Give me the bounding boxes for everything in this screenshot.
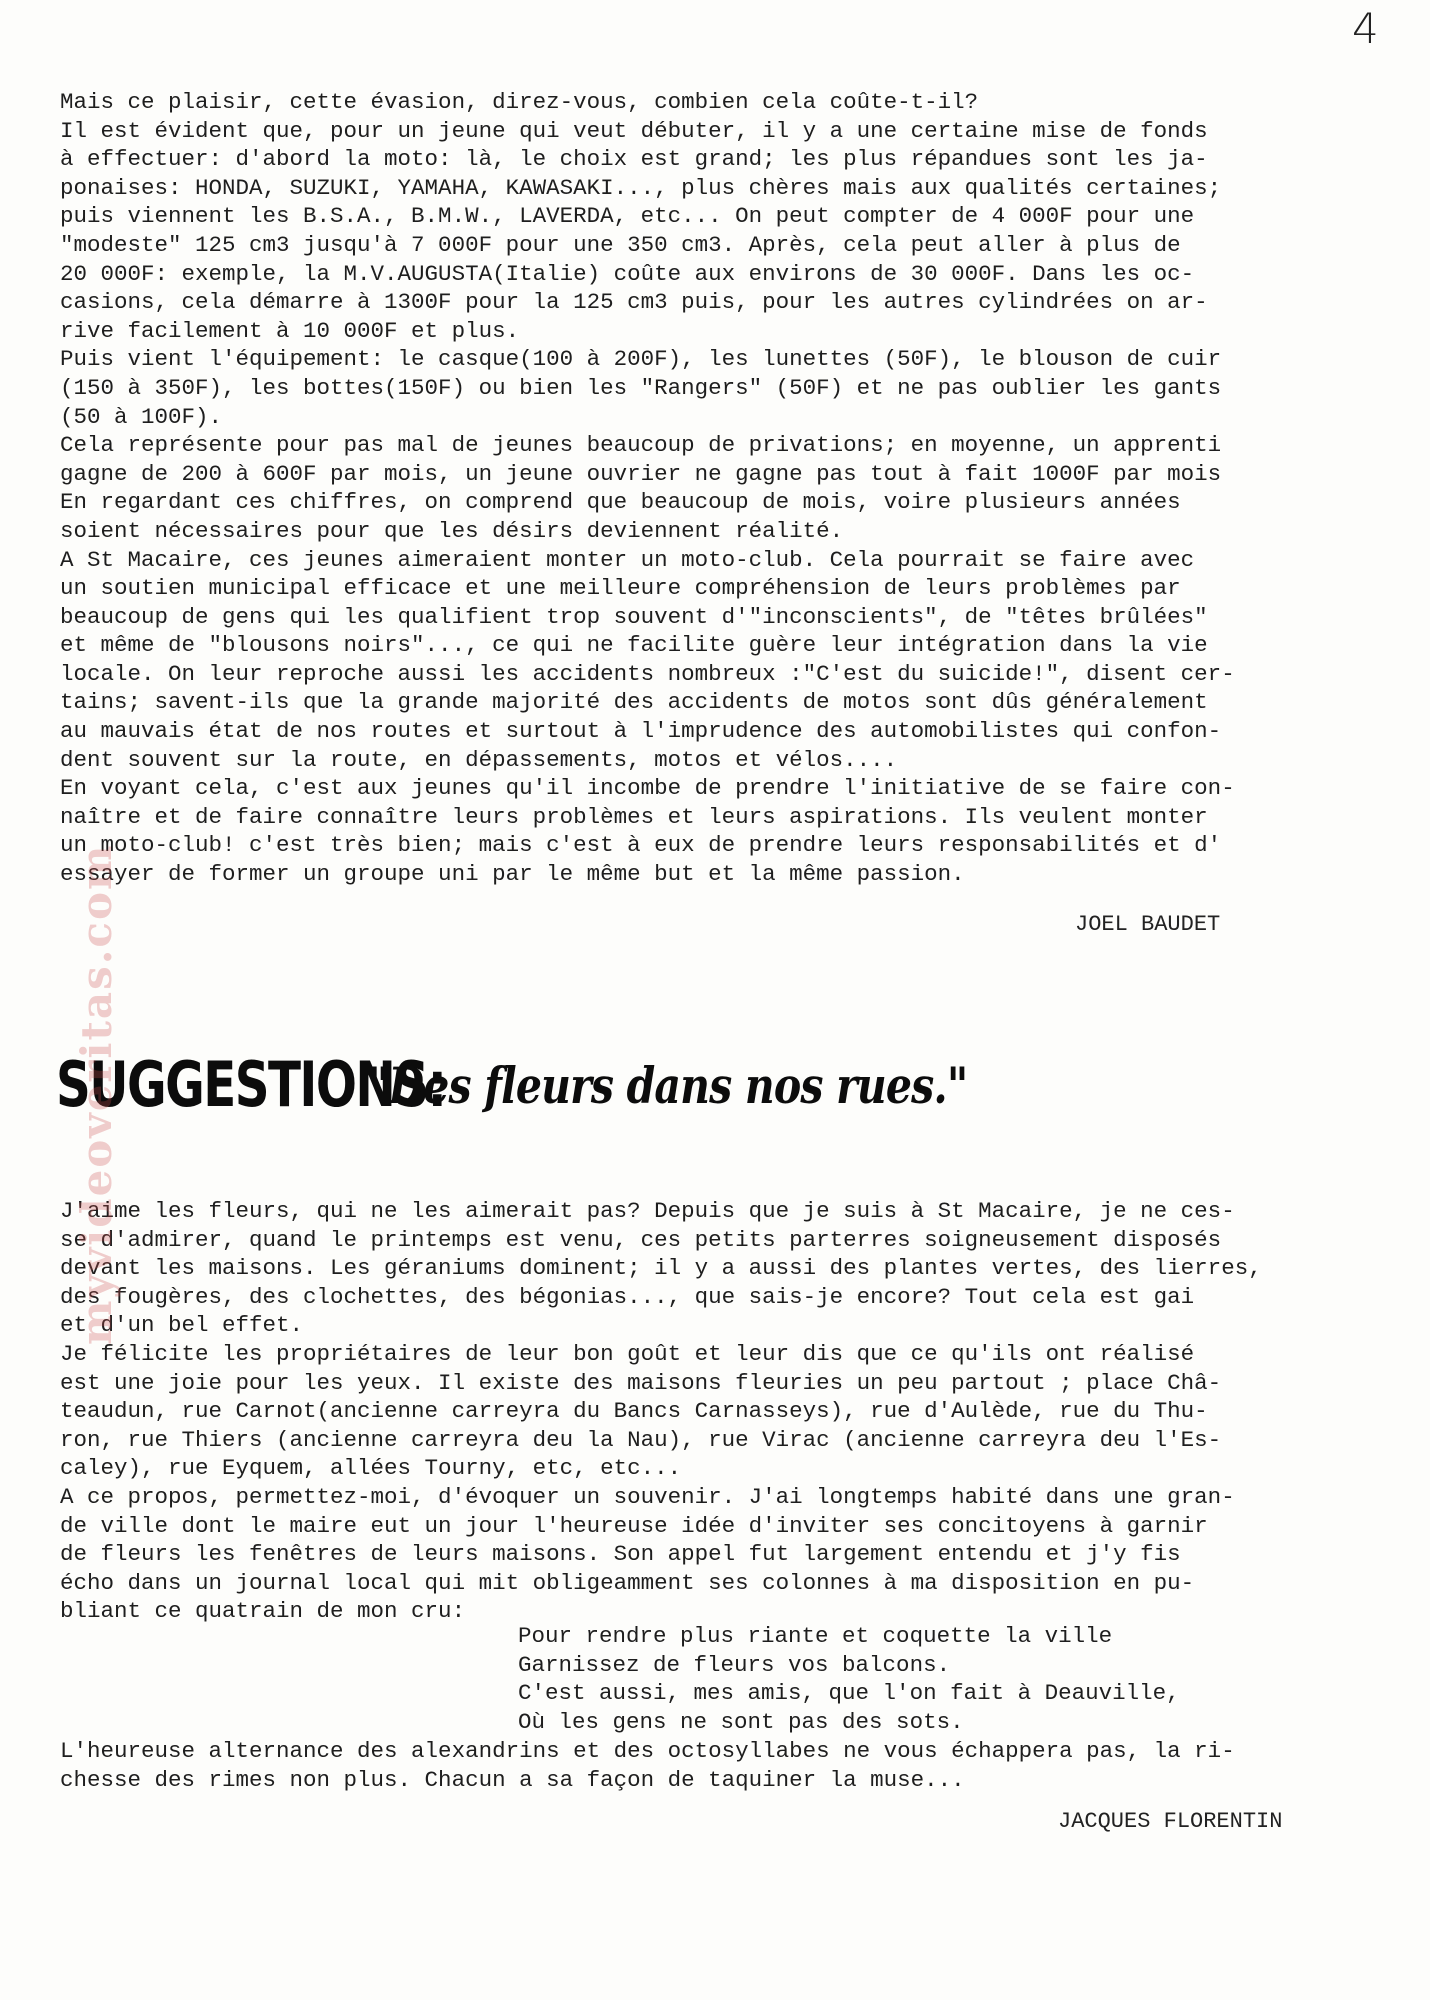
text-line: teaudun, rue Carnot(ancienne carreyra du Bancs Carnasseys), rue d'Aulède, rue du Thu- — [60, 1398, 1208, 1425]
text-line: Cela représente pour pas mal de jeunes beaucoup de privations; en moyenne, un apprenti — [60, 432, 1222, 459]
poem-line: C'est aussi, mes amis, que l'on fait à Deauville, — [518, 1680, 1180, 1707]
text-line: devant les maisons. Les géraniums dominent; il y a aussi des plantes vertes, des lierres, — [60, 1255, 1262, 1282]
text-line: se d'admirer, quand le printemps est venu, ces petits parterres soigneusement disposés — [60, 1226, 1222, 1253]
text-line: un moto-club! c'est très bien; mais c'est à eux de prendre leurs responsabilités et d' — [60, 832, 1222, 859]
text-line: J'aime les fleurs, qui ne les aimerait pas? Depuis que je suis à St Macaire, je ne ces- — [60, 1198, 1235, 1224]
text-line: et d'un bel effet. — [60, 1312, 304, 1339]
author-signature: JOEL BAUDET — [1075, 912, 1221, 937]
text-line: bliant ce quatrain de mon cru: — [60, 1598, 466, 1625]
text-line: casions, cela démarre à 1300F pour la 125 cm3 puis, pour les autres cylindrées on ar- — [60, 289, 1208, 316]
text-line: beaucoup de gens qui les qualifient trop souvent d'"inconscients", de "têtes brûlées" — [60, 603, 1208, 630]
poem-line: Où les gens ne sont pas des sots. — [518, 1708, 964, 1735]
article-fleurs — [60, 1197, 1410, 1626]
text-line: En regardant ces chiffres, on comprend que beaucoup de mois, voire plusieurs années — [60, 489, 1181, 516]
text-line: "modeste" 125 cm3 jusqu'à 7 000F pour une 350 cm3. Après, cela peut aller à plus de — [60, 231, 1181, 258]
text-line: est une joie pour les yeux. Il existe des maisons fleuries un peu partout ; place Châ- — [60, 1369, 1222, 1396]
text-line: tains; savent-ils que la grande majorité des accidents de motos sont dûs généralement — [60, 689, 1208, 716]
text-line: En voyant cela, c'est aux jeunes qu'il incombe de prendre l'initiative de se faire con- — [60, 775, 1235, 802]
text-line: naître et de faire connaître leurs problèmes et leurs aspirations. Ils veulent monter — [60, 803, 1208, 830]
text-line: dent souvent sur la route, en dépassements, motos et vélos.... — [60, 746, 898, 773]
text-line: gagne de 200 à 600F par mois, un jeune ouvrier ne gagne pas tout à fait 1000F par mois — [60, 460, 1222, 487]
text-line: caley), rue Eyquem, allées Tourny, etc, etc... — [60, 1455, 682, 1482]
text-line: rive facilement à 10 000F et plus. — [60, 317, 520, 344]
text-line: ponaises: HONDA, SUZUKI, YAMAHA, KAWASAKI..., plus chères mais aux qualités certaines; — [60, 174, 1222, 201]
text-line: Je félicite les propriétaires de leur bon goût et leur dis que ce qu'ils ont réalisé — [60, 1340, 1195, 1367]
text-line: puis viennent les B.S.A., B.M.W., LAVERDA, etc... On peut compter de 4 000F pour une — [60, 203, 1195, 230]
section-heading — [56, 1048, 968, 1121]
text-line: A ce propos, permettez-moi, d'évoquer un souvenir. J'ai longtemps habité dans une gran- — [60, 1483, 1235, 1510]
text-line: Puis vient l'équipement: le casque(100 à 200F), les lunettes (50F), le blouson de cuir — [60, 346, 1222, 373]
text-line: locale. On leur reproche aussi les accidents nombreux :"C'est du suicide!", disent cer- — [60, 660, 1235, 687]
text-line: de fleurs les fenêtres de leurs maisons. Son appel fut largement entendu et j'y fis — [60, 1541, 1181, 1568]
article-closing — [60, 1737, 1410, 1794]
text-line: Mais ce plaisir, cette évasion, direz-vous, combien cela coûte-t-il? — [60, 89, 979, 115]
author-signature: JACQUES FLORENTIN — [1058, 1809, 1283, 1834]
text-line: soient nécessaires pour que les désirs deviennent réalité. — [60, 517, 844, 544]
text-line: essayer de former un groupe uni par le même but et la même passion. — [60, 861, 965, 888]
text-line: et même de "blousons noirs"..., ce qui ne facilite guère leur intégration dans la vie — [60, 632, 1208, 659]
text-line: (50 à 100F). — [60, 403, 223, 430]
page-number: 4 — [1352, 4, 1379, 53]
text-line: écho dans un journal local qui mit obligeamment ses colonnes à ma disposition en pu- — [60, 1569, 1195, 1596]
poem-line: Pour rendre plus riante et coquette la ville — [518, 1623, 1113, 1649]
text-line: à effectuer: d'abord la moto: là, le choix est grand; les plus répandues sont les ja- — [60, 146, 1208, 173]
watermark: myvideoveritas.com — [72, 843, 121, 1345]
poem-line: Garnissez de fleurs vos balcons. — [518, 1651, 951, 1678]
text-line: (150 à 350F), les bottes(150F) ou bien les "Rangers" (50F) et ne pas oublier les gants — [60, 374, 1222, 401]
text-line: des fougères, des clochettes, des bégonias..., que sais-je encore? Tout cela est gai — [60, 1283, 1195, 1310]
text-line: L'heureuse alternance des alexandrins et des octosyllabes ne vous échappera pas, la ri- — [60, 1738, 1235, 1764]
text-line: de ville dont le maire eut un jour l'heureuse idée d'inviter ses concitoyens à garnir — [60, 1512, 1208, 1539]
text-line: au mauvais état de nos routes et surtout à l'imprudence des automobilistes qui confon- — [60, 718, 1222, 745]
text-line: 20 000F: exemple, la M.V.AUGUSTA(Italie) coûte aux environs de 30 000F. Dans les oc- — [60, 260, 1195, 287]
text-line: chesse des rimes non plus. Chacun a sa façon de taquiner la muse... — [60, 1766, 965, 1793]
text-line: A St Macaire, ces jeunes aimeraient monter un moto-club. Cela pourrait se faire avec — [60, 546, 1195, 573]
text-line: un soutien municipal efficace et une meilleure compréhension de leurs problèmes par — [60, 575, 1181, 602]
text-line: ron, rue Thiers (ancienne carreyra deu la Nau), rue Virac (ancienne carreyra deu l'Es- — [60, 1426, 1222, 1453]
article-moto-club — [60, 88, 1410, 889]
quatrain — [518, 1622, 1180, 1736]
text-line: Il est évident que, pour un jeune qui veut débuter, il y a une certaine mise de fonds — [60, 117, 1208, 144]
heading-title: "Des fleurs dans nos rues." — [368, 1056, 968, 1115]
heading-label: SUGGESTIONS: — [56, 1048, 446, 1121]
